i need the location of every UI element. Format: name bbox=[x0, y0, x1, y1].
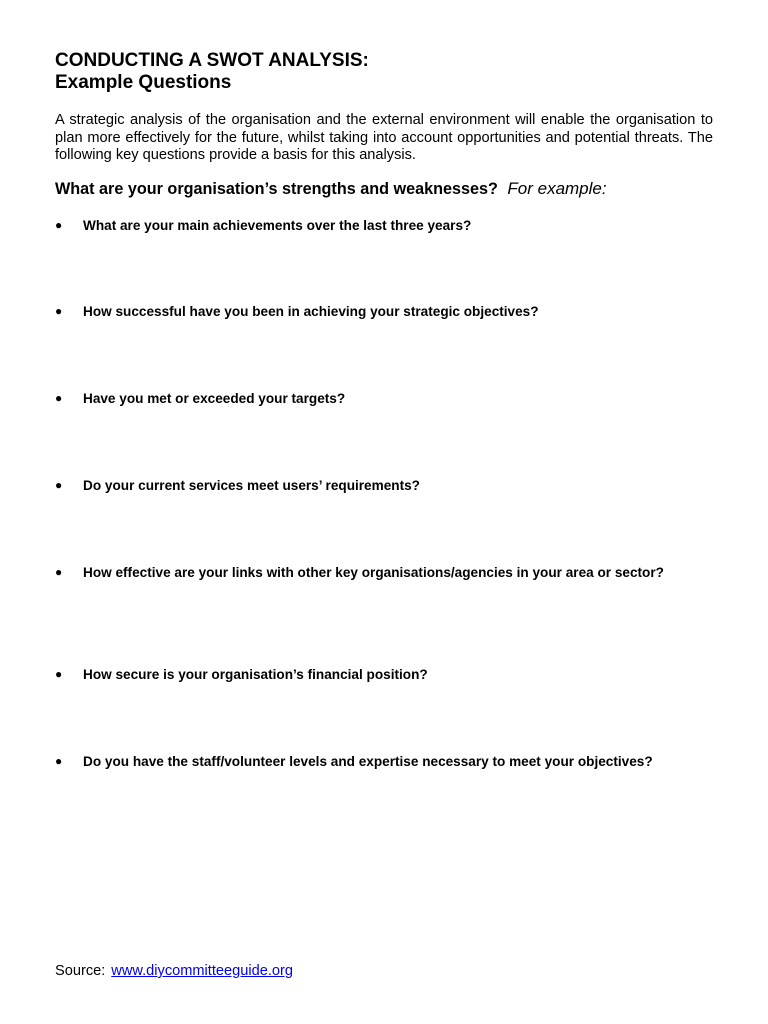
list-item bbox=[55, 564, 713, 581]
bullet-icon: ● bbox=[55, 754, 63, 768]
page-title: CONDUCTING A SWOT ANALYSIS: bbox=[55, 50, 369, 71]
question-text: How effective are your links with other key organisations/agencies in your area or sector? bbox=[83, 565, 664, 580]
bullet-icon: ● bbox=[55, 391, 63, 405]
section-heading-text: What are your organisation’s strengths and weaknesses? bbox=[55, 180, 498, 199]
question-text: How successful have you been in achieving your strategic objectives? bbox=[83, 304, 539, 319]
bullet-icon: ● bbox=[55, 304, 63, 318]
bullet-icon: ● bbox=[55, 218, 63, 232]
question-text: Do your current services meet users’ requirements? bbox=[83, 478, 420, 493]
bullet-icon: ● bbox=[55, 565, 63, 579]
list-item bbox=[55, 303, 713, 320]
bullet-icon: ● bbox=[55, 667, 63, 681]
intro-paragraph: A strategic analysis of the organisation and the external environment will enable the organisation to plan more effectively for the future, whilst taking into account opportunities and potential threats. The following key questions provide a basis for this analysis. bbox=[55, 112, 713, 163]
section-example-label: For example: bbox=[507, 179, 607, 199]
question-text: How secure is your organisation’s financial position? bbox=[83, 667, 428, 682]
question-text: Have you met or exceeded your targets? bbox=[83, 391, 346, 406]
list-item bbox=[55, 666, 713, 683]
section-heading bbox=[55, 179, 713, 199]
source-link[interactable]: www.diycommitteeguide.org bbox=[111, 963, 293, 979]
question-text: What are your main achievements over the last three years? bbox=[83, 218, 472, 233]
bullet-icon: ● bbox=[55, 478, 63, 492]
list-item bbox=[55, 477, 713, 494]
list-item bbox=[55, 217, 713, 234]
source-line bbox=[55, 962, 293, 980]
question-text: Do you have the staff/volunteer levels and expertise necessary to meet your objectives? bbox=[83, 754, 653, 769]
list-item bbox=[55, 390, 713, 407]
list-item bbox=[55, 753, 713, 770]
page-subtitle: Example Questions bbox=[55, 72, 232, 93]
document-body bbox=[55, 50, 713, 199]
source-label: Source: bbox=[55, 963, 106, 979]
